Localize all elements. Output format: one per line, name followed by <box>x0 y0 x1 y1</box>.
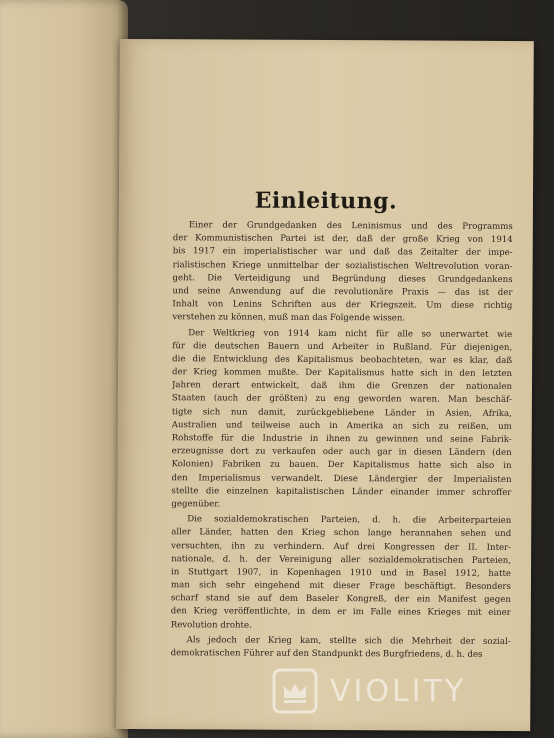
text-line: Der Weltkrieg von 1914 kam nicht für alle so unerwartet wie <box>188 327 513 340</box>
text-line: die die Entwicklung des Kapitalismus beobachteten, war es klar, daß <box>172 354 513 366</box>
text-line: Als jedoch der Krieg kam, stellte sich die Mehrheit der sozial- <box>186 635 511 647</box>
text-line: tigte sich nun damit, zurückgebliebene Länder in Asien, Afrika, <box>171 406 512 419</box>
text-line: Einer der Grundgedanken des Leninismus und des Programms <box>188 220 513 232</box>
crown-shield-icon <box>270 666 320 716</box>
text-line: man sich sehr eingehend mit dieser Frage beschäftigt. Besonders <box>170 580 511 593</box>
text-line: den Imperialismus verwandelt. Diese Ländergier der Imperialisten <box>171 472 512 485</box>
text-line: Jahren derart entwickelt, daß ihm die Grenzen der nationalen <box>171 380 513 393</box>
text-line: der Kommunistischen Partei ist der, daß der große Krieg von 1914 <box>172 233 513 246</box>
text-line: Die sozialdemokratischen Parteien, d. h. die Arbeiterparteien <box>187 514 512 527</box>
text-line: Inhalt von Lenins Schriften aus der Kriegszeit. Um diese richtig <box>172 299 513 312</box>
text-line: versuchten, ihn zu verhindern. Auf drei Kongressen der II. Inter- <box>171 540 512 553</box>
text-line: den Krieg veröffentlichte, in dem er im Falle eines Krieges mit einer <box>170 606 511 619</box>
text-line: und seine Anwendung auf die revolutionäre Praxis — das ist der <box>172 286 513 298</box>
text-line: Australien und teilweise auch in Amerika an sich zu reißen, um <box>171 420 512 432</box>
text-line: erzeugnisse dort zu verkaufen oder auch gar in diesen Ländern (den <box>171 446 512 459</box>
text-line: bis 1917 ein imperialistischer war und daß das Zeitalter der impe- <box>172 246 513 259</box>
text-line: gegenüber. <box>171 499 221 510</box>
text-line: geht. Die Verteidigung und Begründung dieses Grundgedankens <box>172 272 513 285</box>
watermark <box>270 664 540 718</box>
watermark-text: VIOLITY <box>330 673 467 709</box>
text-line: Revolution drohte. <box>170 619 252 631</box>
text-line: Rohstoffe für die Industrie in ihnen zu gewinnen und seine Fabrik- <box>171 433 512 445</box>
text-line: demokratischen Führer auf den Standpunkt des Burgfriedens, d. h. des <box>170 648 483 660</box>
left-page-edge <box>0 0 128 738</box>
text-line: verstehen zu können, muß man das Folgende wissen. <box>172 312 406 324</box>
text-line: für die deutschen Bauern und Arbeiter in Rußland. Für diejenigen, <box>172 340 513 353</box>
book-page <box>116 39 534 731</box>
page-title: Einleitung. <box>254 187 398 215</box>
text-line: nationale, d. h. der Vereinigung aller sozialdemokratischen Parteien, <box>171 553 512 566</box>
text-line: in Stuttgart 1907, in Kopenhagen 1910 und in Basel 1912, hatte <box>170 567 512 579</box>
text-line: Kolonien) Fabriken zu bauen. Der Kapitalismus hatte sich also in <box>171 459 512 472</box>
body-text <box>171 219 513 662</box>
text-line: scharf stand sie auf dem Baseler Kongreß, der ein Manifest gegen <box>170 593 511 606</box>
text-line: Staaten (auch der größten) zu eng geworden waren. Man beschäf- <box>171 393 512 406</box>
text-line: stellte die einzelnen kapitalistischen Länder einander immer schroffer <box>171 485 512 498</box>
text-line: der Krieg kommen mußte. Der Kapitalismus hatte sich in den letzten <box>172 367 513 380</box>
text-line: rialistischen Kriege unmittelbar der sozialistischen Weltrevolution voran- <box>172 259 513 272</box>
text-line: aller Länder, hatten den Krieg schon lange herannahen sehen und <box>171 527 512 540</box>
